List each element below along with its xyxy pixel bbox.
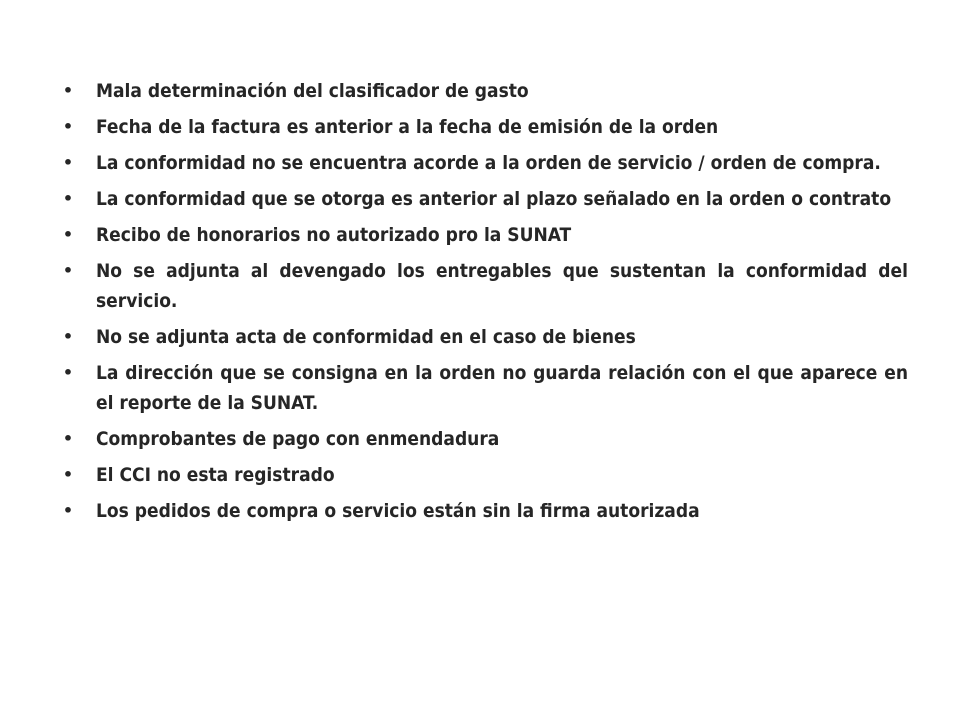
list-item-text: La conformidad que se otorga es anterior al plazo señalado en la orden o contrato <box>96 188 892 210</box>
list-item <box>62 322 908 352</box>
list-item <box>62 220 908 250</box>
list-item <box>62 76 908 106</box>
bullet-icon: • <box>62 261 74 280</box>
list-item <box>62 112 908 142</box>
list-item-text: Mala determinación del clasificador de gasto <box>96 80 529 102</box>
bullet-icon: • <box>62 465 74 484</box>
list-item <box>62 460 908 490</box>
list-item-text: Recibo de honorarios no autorizado pro la SUNAT <box>96 224 572 246</box>
bullet-icon: • <box>62 189 74 208</box>
list-item-text: Los pedidos de compra o servicio están sin la firma autorizada <box>96 500 700 522</box>
list-item-text: Comprobantes de pago con enmendadura <box>96 428 500 450</box>
list-item-text: La conformidad no se encuentra acorde a la orden de servicio / orden de compra. <box>96 152 881 174</box>
bullet-icon: • <box>62 501 74 520</box>
list-item <box>62 424 908 454</box>
list-item-text: La dirección que se consigna en la orden no guarda relación con el que aparece en el reporte de la SUNAT. <box>96 362 908 414</box>
bullet-list <box>62 76 908 532</box>
list-item-text: El CCI no esta registrado <box>96 464 335 486</box>
bullet-icon: • <box>62 225 74 244</box>
list-item-text: Fecha de la factura es anterior a la fecha de emisión de la orden <box>96 116 719 138</box>
list-item <box>62 256 908 316</box>
list-item-text: No se adjunta acta de conformidad en el caso de bienes <box>96 326 636 348</box>
list-item <box>62 358 908 418</box>
bullet-icon: • <box>62 117 74 136</box>
list-item <box>62 496 908 526</box>
list-item <box>62 184 908 214</box>
bullet-icon: • <box>62 153 74 172</box>
bullet-icon: • <box>62 363 74 382</box>
list-item <box>62 148 908 178</box>
bullet-icon: • <box>62 429 74 448</box>
bullet-icon: • <box>62 327 74 346</box>
bullet-icon: • <box>62 81 74 100</box>
list-item-text: No se adjunta al devengado los entregables que sustentan la conformidad del servicio. <box>96 260 908 312</box>
